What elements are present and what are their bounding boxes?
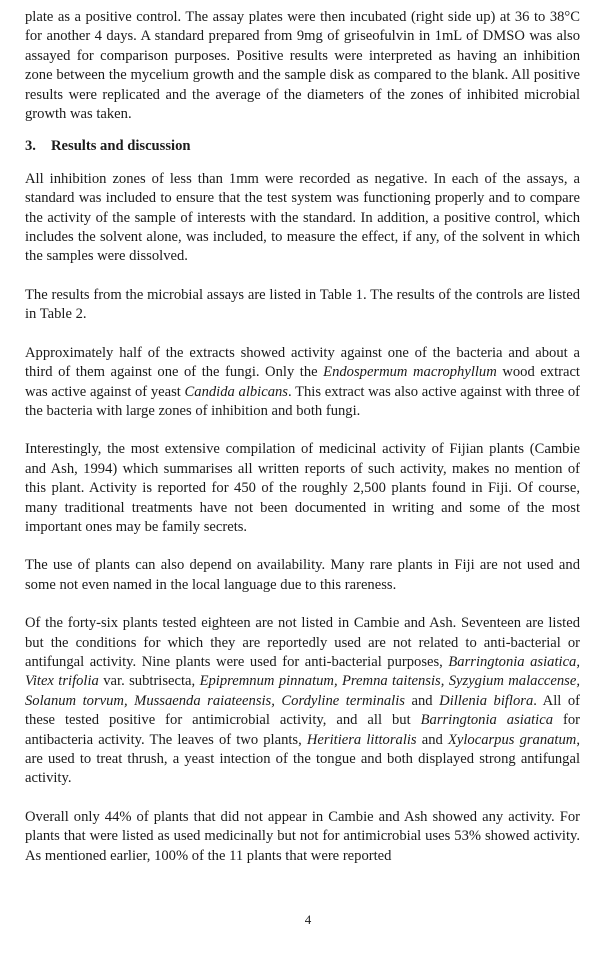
section-heading	[25, 137, 580, 156]
species-name: Barringtonia asiatica	[420, 712, 554, 729]
paragraph-methods-end: plate as a positive control. The assay plates were then incubated (right side up) at 36 to 38°C for another 4 days. A standard prepared from 9mg of griseofulvin in 1mL of DMSO was also assayed for comparison purposes. Positive results were interpreted as having an inhibition zone between the mycelium growth and the sample disk as compared to the blank. All positive results were replicated and the average of the diameters of the zones of inhibited microbial growth was taken.	[25, 9, 580, 123]
page-number: 4	[304, 912, 312, 927]
section-title: Results and discussion	[51, 138, 191, 155]
species-name: Barringtonia asiatica, Vitex trifolia	[25, 653, 580, 690]
species-name: Heritiera littoralis	[306, 731, 417, 748]
paragraph-results-tables: The results from the microbial assays are listed in Table 1. The results of the controls are listed in Table 2.	[25, 286, 580, 323]
section-number: 3.	[25, 138, 36, 155]
species-name: Candida albicans	[184, 383, 288, 400]
page-body	[25, 8, 580, 885]
species-name: Dillenia biflora	[439, 692, 534, 709]
species-name: Xylocarpus granatum	[447, 731, 577, 748]
paragraph-overall: Overall only 44% of plants that did not appear in Cambie and Ash showed any activity. For plants that were listed as used medicinally but not for antimicrobial uses 53% showed activity. As mentioned earlier, 100% of the 11 plants that were reported	[25, 808, 580, 864]
paragraph-extract-activity: Approximately half of the extracts showed activity against one of the bacteria and about a third of them against one of the fungi. Only the Endospermum macrophyllum wood extract was active against of yeast Candida albicans. This extract was also active against with three of the bacteria with large zones of inhibition and both fungi.	[25, 344, 581, 419]
species-name: Epipremnum pinnatum, Premna taitensis, Syzygium malaccense, Solanum torvum, Mussaenda raiateensis, Cordyline terminalis	[25, 673, 580, 709]
species-name: Endospermum macrophyllum	[323, 364, 497, 381]
paragraph-compilation: Interestingly, the most extensive compilation of medicinal activity of Fijian plants (Cambie and Ash, 1994) which summarises all written reports of such activity, makes no mention of this plant. Activity is reported for 450 of the roughly 2,500 plants found in Fiji. Of course, many traditional treatments have not been documented in writing and some of the most important ones may be family secrets.	[25, 441, 580, 535]
paragraph-plants-tested: Of the forty-six plants tested eighteen are not listed in Cambie and Ash. Seventeen are listed but the conditions for which they are reportedly used are not related to anti-bacterial or antifungal activity. Nine plants were used for anti-bacterial purposes, Barringtonia asiatica, Vitex trifolia var. subtrisecta, Epipremnum pinnatum, Premna taitensis, Syzygium malaccense, Solanum torvum, Mussaenda raiateensis, Cordyline terminalis and Dillenia biflora. All of these tested positive for antimicrobial activity, and all but Barringtonia asiatica for antibacteria activity. The leaves of two plants, Heritiera littoralis and Xylocarpus granatum, are used to treat thrush, a yeast intection of the tongue and both displayed strong antifungal activity.	[25, 615, 581, 787]
paragraph-inhibition-zones: All inhibition zones of less than 1mm were recorded as negative. In each of the assays, a standard was included to ensure that the test system was functioning properly and to compare the activity of the sample of interests with the standard. In addition, a positive control, which includes the solvent alone, was included, to measure the effect, if any, of the solvent in which the samples were dissolved.	[25, 170, 580, 265]
paragraph-availability: The use of plants can also depend on availability. Many rare plants in Fiji are not used and some not even named in the local language due to this rareness.	[25, 557, 580, 593]
